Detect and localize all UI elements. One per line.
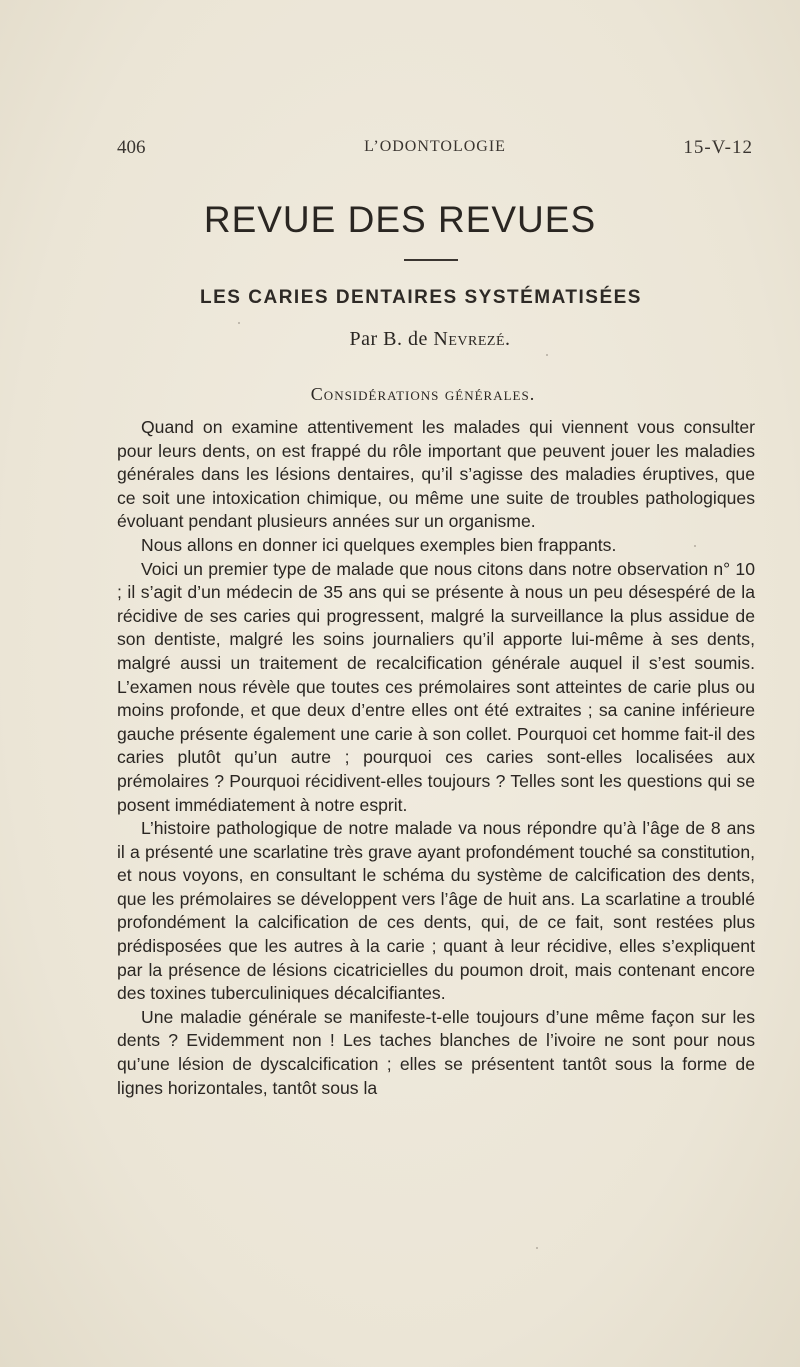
page-number: 406 [117, 137, 146, 158]
paper-speck [238, 322, 240, 324]
author-name: Nevrezé. [433, 328, 511, 350]
title-divider [404, 259, 458, 261]
running-header [117, 137, 753, 161]
byline [0, 328, 800, 351]
paper-speck [694, 545, 696, 547]
paper-speck [546, 354, 548, 356]
paragraph: Nous allons en donner ici quelques exemples bien frappants. [141, 534, 617, 555]
section-heading: Considérations générales. [310, 384, 536, 404]
section-title: REVUE DES REVUES [203, 199, 597, 240]
paper-speck [536, 1247, 538, 1249]
byline-prefix: Par B. de [349, 328, 434, 350]
article-body [117, 416, 755, 1100]
paragraph: Une maladie générale se manifeste-t-elle toujours d’une même façon sur les dents ? Evidemment non ! Les taches blanches de l’ivoire ne sont pour nous qu’une lésion de dyscalcification ; elles se présentent tantôt sous la forme de lignes horizontales, tantôt sous la [117, 1006, 755, 1098]
paragraph: Quand on examine attentivement les malades qui viennent vous consulter pour leurs dents, on est frappé du rôle important que peuvent jouer les maladies générales dans les lésions dentaires, qu’il s’agisse des maladies éruptives, que ce soit une intoxication chimique, ou même une suite de troubles pathologiques évoluant pendant plusieurs années sur un organisme. [117, 417, 755, 532]
journal-title: L’ODONTOLOGIE [364, 138, 506, 155]
issue-date: 15-V-12 [683, 137, 753, 158]
article-title: LES CARIES DENTAIRES SYSTÉMATISÉES [200, 287, 642, 308]
paragraph: Voici un premier type de malade que nous citons dans notre observation n° 10 ; il s’agit d’un médecin de 35 ans qui se présente à nous un peu désespéré de la récidive de ses caries qui progressent, malgré la surveillance la plus assidue de son dentiste, malgré les soins journaliers qu’il apporte lui-même à ses dents, malgré aussi un traitement de recalcification générale auquel il s’est soumis. L’examen nous révèle que toutes ces prémolaires sont atteintes de carie plus ou moins profonde, et que deux d’entre elles ont été extraites ; sa canine inférieure gauche présente également une carie à son collet. Pourquoi cet homme fait-il des caries plutôt qu’un autre ; pourquoi ces caries sont-elles localisées aux prémolaires ? Pourquoi récidivent-elles toujours ? Telles sont les questions qui se posent immédiatement à notre esprit. [117, 558, 755, 815]
paragraph: L’histoire pathologique de notre malade va nous répondre qu’à l’âge de 8 ans il a présenté une scarlatine très grave ayant profondément touché sa constitution, et nous voyons, en consultant le schéma du système de calcification des dents, que les prémolaires se développent vers l’âge de huit ans. La scarlatine a troublé profondément la calcification de ces dents, qui, de ce fait, sont restées plus prédisposées que les autres à la carie ; quant à leur récidive, elles s’expliquent par la présence de lésions cicatricielles du poumon droit, mais contenant encore des toxines tuberculiniques décalcifiantes. [117, 818, 755, 1004]
